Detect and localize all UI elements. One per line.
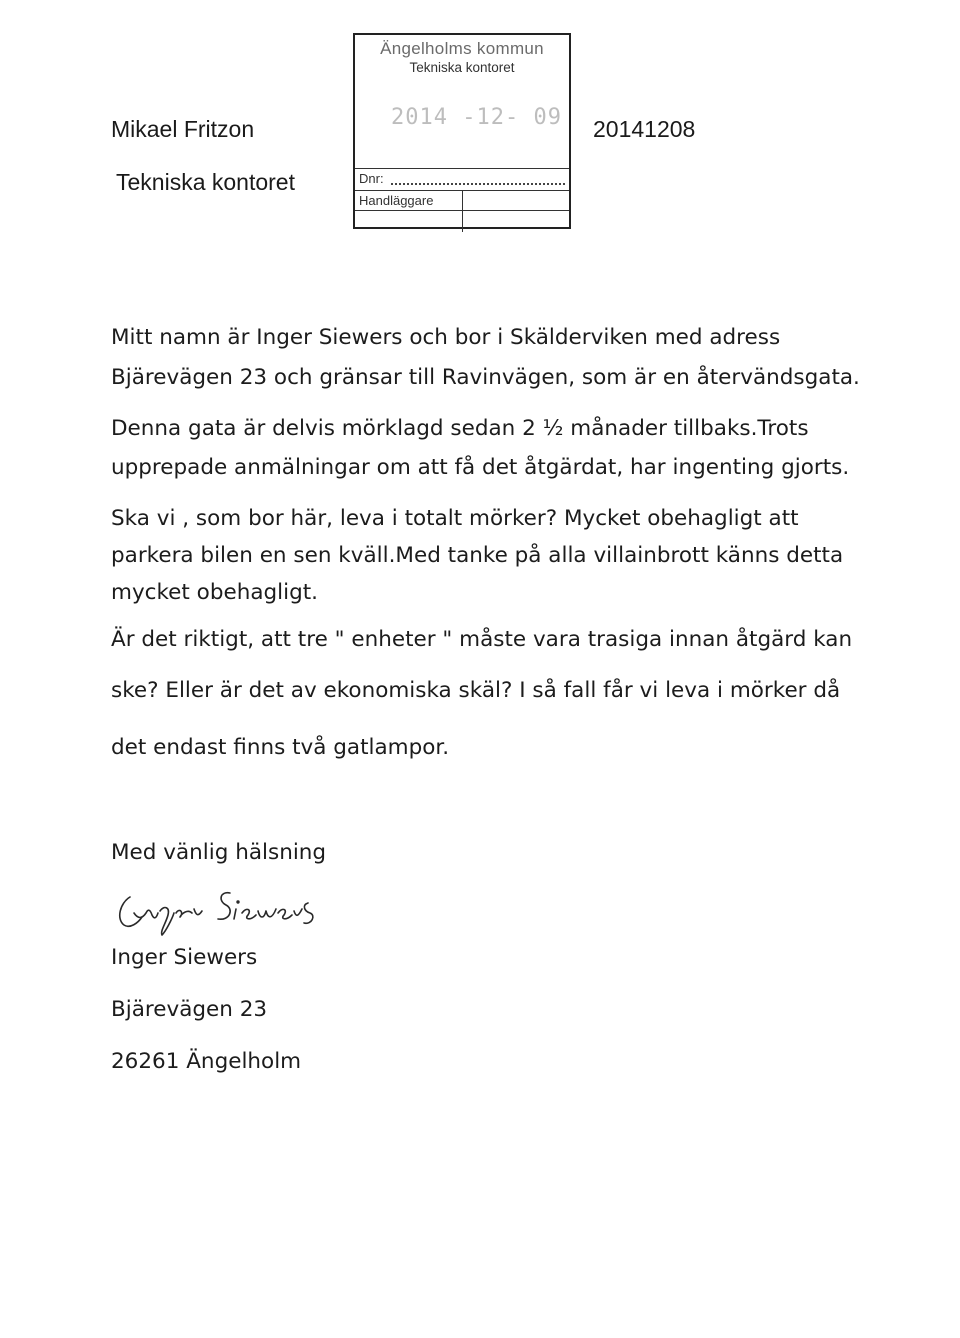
letter-line: Ska vi , som bor här, leva i totalt mörker? Mycket obehagligt att: [111, 506, 799, 531]
signer-name: Inger Siewers: [111, 945, 258, 970]
sender-name: Mikael Fritzon: [111, 116, 255, 142]
letter-line: Bjärevägen 23 och gränsar till Ravinvägen, som är en återvändsgata.: [111, 365, 860, 390]
stamp-dnr-dotted-line: [391, 183, 565, 185]
stamp-column-divider: [462, 191, 463, 232]
letter-line: mycket obehagligt.: [111, 580, 319, 605]
stamp-bottom-row: [355, 210, 569, 211]
received-stamp: [353, 33, 571, 229]
letter-line: ske? Eller är det av ekonomiska skäl? I så fall får vi leva i mörker då: [111, 678, 841, 703]
stamp-organization: Ängelholms kommun: [380, 39, 544, 58]
letter-line: upprepade anmälningar om att få det åtgärdat, har ingenting gjorts.: [111, 455, 850, 480]
stamp-dnr-row: [355, 168, 569, 191]
letter-line: Är det riktigt, att tre " enheter " måste vara trasiga innan åtgärd kan: [111, 627, 853, 652]
stamp-department: Tekniska kontoret: [409, 60, 515, 75]
letter-line: Denna gata är delvis mörklagd sedan 2 ½ månader tillbaks.Trots: [111, 416, 809, 441]
signer-postal: 26261 Ängelholm: [111, 1049, 302, 1074]
letter-line: Mitt namn är Inger Siewers och bor i Skälderviken med adress: [111, 325, 781, 350]
stamp-received-date: 2014 -12- 09: [391, 105, 562, 130]
stamp-handler-label: Handläggare: [359, 193, 434, 208]
document-date: 20141208: [593, 116, 696, 142]
stamp-handler-row: [355, 190, 569, 211]
sender-department: Tekniska kontoret: [116, 169, 295, 195]
stamp-dnr-label: Dnr:: [359, 171, 384, 186]
handwritten-signature: [112, 883, 342, 938]
signer-street: Bjärevägen 23: [111, 997, 268, 1022]
letter-line: parkera bilen en sen kväll.Med tanke på alla villainbrott känns detta: [111, 543, 844, 568]
closing-greeting: Med vänlig hälsning: [111, 840, 327, 865]
letter-line: det endast finns två gatlampor.: [111, 735, 450, 760]
